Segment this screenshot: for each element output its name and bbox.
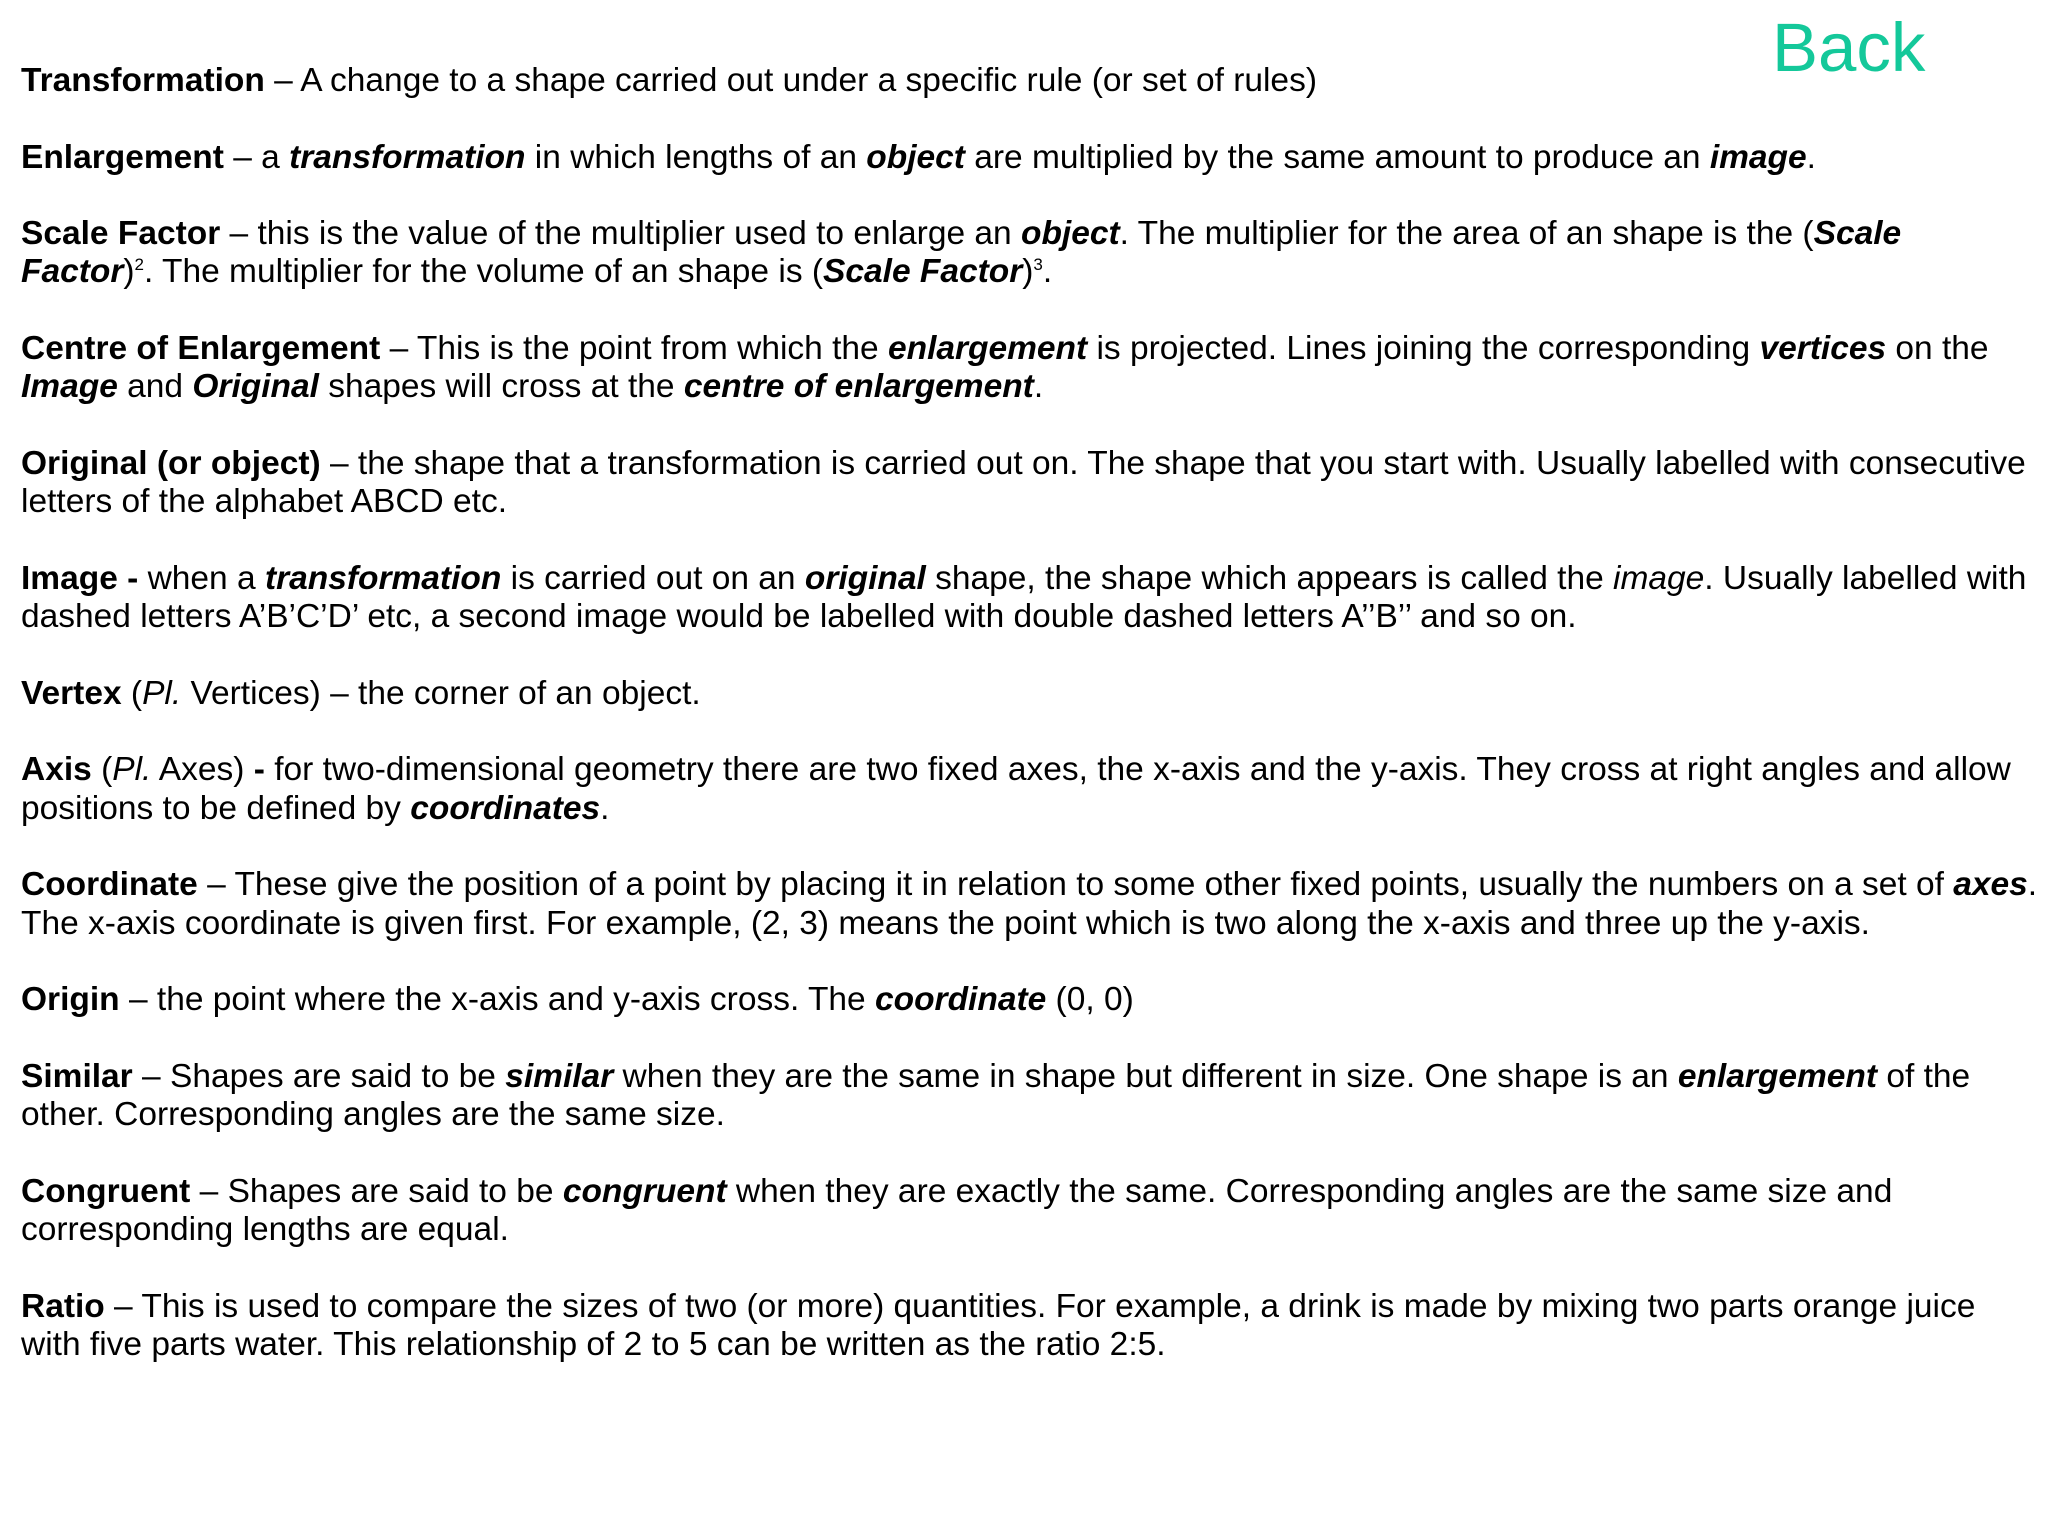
superscript: 3 [1033,255,1043,275]
definition-text: – a [223,138,290,176]
definition-text: . [1806,138,1816,176]
glossary-entry [21,1058,2041,1135]
glossary-term: Enlargement [21,138,224,176]
definition-text: ) [1022,253,1034,291]
definition-text: . [1042,253,1053,291]
glossary-entry [21,139,2041,177]
definition-text: . The x-axis coordinate is given first. For example, (2, 3) means the point which is two along the x-axis and three up the y-axis. [21,866,2038,942]
emphasized-term: transformation [264,559,502,597]
definition-text: of the other. Corresponding angles are the same size. [21,1057,1971,1134]
definition-text: ( [91,751,113,789]
glossary-term: Axis [21,751,92,789]
definition-text: shapes will cross at the [318,368,684,406]
definition-text: . Usually labelled with dashed letters A’B’C’D’ etc, a second image would be labelled with double dashed letters A’’B’’ and so on. [21,559,2027,636]
definition-text: – this is the value of the multiplier used to enlarge an [220,215,1021,253]
emphasized-term: enlargement [1677,1057,1878,1095]
superscript: 2 [134,255,145,275]
definition-text: . [600,789,610,827]
emphasized-term: original [804,559,926,597]
emphasized-term: congruent [562,1172,727,1210]
italic-text: image [1613,559,1705,597]
definition-text: when a [138,559,265,597]
emphasized-term: coordinate [875,981,1047,1019]
glossary-entry [21,560,2041,637]
glossary-entry [21,215,2041,292]
italic-text: Pl. [112,751,152,789]
glossary-entry [21,1288,2041,1365]
glossary-term: Image - [21,559,139,597]
emphasized-term: Scale Factor [21,215,1902,291]
glossary-term: Centre of Enlargement [21,330,381,368]
definition-text: . [1033,368,1044,406]
glossary-term: Vertex [21,674,122,712]
bold-text: - [253,751,265,789]
emphasized-term: vertices [1759,330,1887,368]
glossary-term: Coordinate [21,866,198,904]
definition-text: – Shapes are said to be [190,1172,563,1210]
emphasized-term: similar [505,1057,614,1095]
glossary-term: Similar [21,1057,133,1095]
definition-text: and [117,368,193,406]
glossary-entry [21,445,2041,522]
emphasized-term: centre of enlargement [683,368,1034,406]
definition-text: is carried out on an [501,559,805,597]
emphasized-term: coordinates [410,789,601,827]
definition-text: are multiplied by the same amount to produce an [964,138,1710,176]
emphasized-term: object [866,138,965,176]
definition-text: when they are exactly the same. Corresponding angles are the same size and corresponding lengths are equal. [21,1172,1893,1248]
glossary-entry [21,751,2041,828]
back-link[interactable]: Back [1772,9,1926,86]
emphasized-term: Image [21,368,118,406]
glossary-term: Original (or object) [21,444,321,482]
definition-text: Axes) [151,751,254,789]
definition-text: – the point where the x-axis and y-axis cross. The [119,981,875,1019]
definition-text: – This is used to compare the sizes of two (or more) quantities. For example, a drink is made by mixing two parts orange juice with five parts water. This relationship of 2 to 5 can be written as the ratio 2:5. [21,1287,1976,1363]
definition-text: . The multiplier for the area of an shape is the ( [1119,215,1814,253]
glossary-term: Scale Factor [21,215,221,253]
glossary-list [21,62,2041,1402]
definition-text: – This is the point from which the [380,330,888,368]
definition-text: for two-dimensional geometry there are two fixed axes, the x-axis and the y-axis. They cross at right angles and allow positions to be defined by [21,751,2011,827]
definition-text: when they are the same in shape but different in size. One shape is an [613,1057,1678,1095]
glossary-term: Origin [21,981,120,1019]
definition-text: ) [123,253,135,291]
definition-text: is projected. Lines joining the corresponding [1087,330,1760,368]
definition-text: – A change to a shape carried out under a specific rule (or set of rules) [264,62,1317,99]
definition-text: in which lengths of an [525,138,867,176]
definition-text: – Shapes are said to be [132,1057,506,1095]
emphasized-term: object [1020,215,1120,253]
emphasized-term: transformation [289,138,526,176]
glossary-entry [21,1173,2041,1250]
definition-text: Vertices) – the corner of an object. [181,674,701,712]
definition-text: – the shape that a transformation is carried out on. The shape that you start with. Usually labelled with consecutive letters of the alphabet ABCD etc. [21,444,2026,521]
definition-text: (0, 0) [1046,981,1134,1019]
definition-text: shape, the shape which appears is called the [925,559,1614,597]
definition-text: ( [121,674,143,712]
glossary-entry [21,866,2041,943]
glossary-term: Transformation [21,62,265,99]
emphasized-term: enlargement [887,330,1088,368]
glossary-term: Congruent [21,1172,191,1210]
italic-text: Pl. [142,674,182,712]
emphasized-term: axes [1953,866,2028,904]
glossary-term: Ratio [21,1287,105,1325]
glossary-entry [21,981,2041,1019]
definition-text: on the [1886,330,1989,368]
emphasized-term: Original [192,368,319,406]
glossary-entry [21,62,2041,100]
emphasized-term: image [1709,138,1807,176]
glossary-entry [21,675,2041,713]
definition-text: . The multiplier for the volume of an shape is ( [144,253,824,291]
glossary-entry [21,330,2041,407]
emphasized-term: Scale Factor [823,253,1023,291]
definition-text: – These give the position of a point by placing it in relation to some other fixed points, usually the numbers on a set of [197,866,1954,904]
